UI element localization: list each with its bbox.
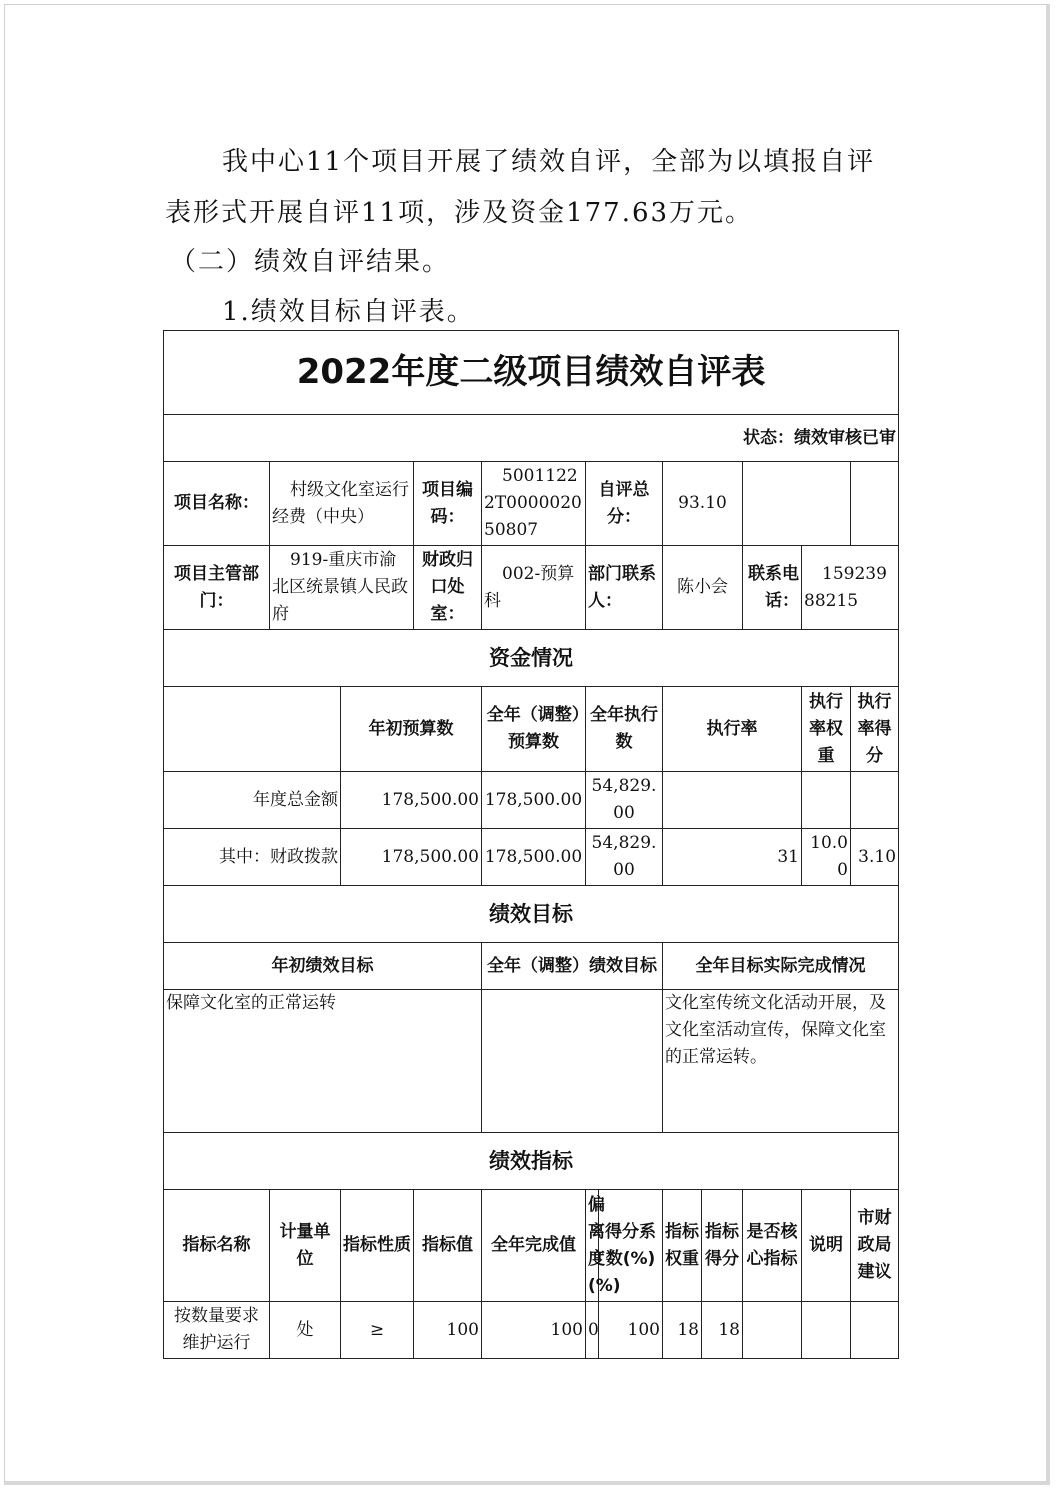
project-name-value: 村级文化室运行经费（中央） xyxy=(270,462,414,546)
project-name-label: 项目名称： xyxy=(164,462,270,546)
ind-header-note: 说明 xyxy=(802,1190,851,1302)
ind-header-suggest: 市财政局建议 xyxy=(851,1190,899,1302)
goals-header-adjusted: 全年（调整）绩效目标 xyxy=(482,943,663,990)
ind-header-deviation: 偏离度(%) xyxy=(586,1190,599,1302)
score-label: 自评总分： xyxy=(586,462,663,546)
ind-row-core xyxy=(743,1302,802,1359)
dept-value: 919-重庆市渝北区统景镇人民政府 xyxy=(270,546,414,630)
ind-header-value: 指标值 xyxy=(414,1190,482,1302)
table-title: 2022年度二级项目绩效自评表 xyxy=(164,331,899,415)
contact-label: 部门联系人： xyxy=(586,546,663,630)
ind-header-coef: 得分系数(%) xyxy=(599,1190,663,1302)
funds-row-budget: 178,500.00 xyxy=(341,772,482,829)
project-code-label: 项目编码： xyxy=(414,462,482,546)
goals-initial-value: 保障文化室的正常运转 xyxy=(164,990,482,1133)
goals-header-initial: 年初绩效目标 xyxy=(164,943,482,990)
funds-section-title: 资金情况 xyxy=(164,630,899,687)
ind-row-value: 100 xyxy=(414,1302,482,1359)
ind-header-unit: 计量单位 xyxy=(270,1190,341,1302)
finance-value: 002-预算科 xyxy=(482,546,586,630)
ind-row-unit: 处 xyxy=(270,1302,341,1359)
empty-cell xyxy=(743,462,851,546)
funds-row-adjusted: 178,500.00 xyxy=(482,772,586,829)
ind-row-weight: 18 xyxy=(663,1302,702,1359)
empty-cell xyxy=(851,462,899,546)
funds-header-executed: 全年执行数 xyxy=(586,687,663,772)
ind-header-name: 指标名称 xyxy=(164,1190,270,1302)
dept-label: 项目主管部门： xyxy=(164,546,270,630)
goals-header-actual: 全年目标实际完成情况 xyxy=(663,943,899,990)
funds-row-adjusted: 178,500.00 xyxy=(482,829,586,886)
empty-cell xyxy=(164,687,341,772)
ind-row-name: 按数量要求维护运行 xyxy=(164,1302,270,1359)
ind-row-suggest xyxy=(851,1302,899,1359)
funds-header-weight: 执行率权重 xyxy=(802,687,851,772)
ind-row-note xyxy=(802,1302,851,1359)
phone-label: 联系电话： xyxy=(743,546,802,630)
sub-heading: 1.绩效目标自评表。 xyxy=(222,297,475,327)
funds-row-executed: 54,829.00 xyxy=(586,829,663,886)
phone-value: 15923988215 xyxy=(802,546,899,630)
indicators-section-title: 绩效指标 xyxy=(164,1133,899,1190)
funds-row-score: 3.10 xyxy=(851,829,899,886)
ind-row-completed: 100 xyxy=(482,1302,586,1359)
ind-header-core: 是否核心指标 xyxy=(743,1190,802,1302)
ind-header-nature: 指标性质 xyxy=(341,1190,414,1302)
self-evaluation-table xyxy=(163,330,899,1359)
intro-line-1: 我中心11个项目开展了绩效自评，全部为以填报自评 xyxy=(222,147,876,177)
ind-row-nature: ≥ xyxy=(341,1302,414,1359)
funds-row-label: 年度总金额 xyxy=(164,772,341,829)
ind-header-completed: 全年完成值 xyxy=(482,1190,586,1302)
funds-header-score: 执行率得分 xyxy=(851,687,899,772)
ind-row-deviation: 0 xyxy=(586,1302,599,1359)
score-value: 93.10 xyxy=(663,462,743,546)
funds-header-budget: 年初预算数 xyxy=(341,687,482,772)
goals-adjusted-value xyxy=(482,990,663,1133)
funds-row-budget: 178,500.00 xyxy=(341,829,482,886)
project-code-value: 50011222T000002050807 xyxy=(482,462,586,546)
funds-row-label: 其中：财政拨款 xyxy=(164,829,341,886)
finance-label: 财政归口处室： xyxy=(414,546,482,630)
section-heading: （二）绩效自评结果。 xyxy=(170,247,451,277)
ind-header-score: 指标得分 xyxy=(702,1190,743,1302)
funds-row-score xyxy=(851,772,899,829)
funds-header-rate: 执行率 xyxy=(663,687,802,772)
funds-header-adjusted: 全年（调整）预算数 xyxy=(482,687,586,772)
intro-line-2: 表形式开展自评11项，涉及资金177.63万元。 xyxy=(165,198,754,228)
goals-section-title: 绩效目标 xyxy=(164,886,899,943)
ind-row-score: 18 xyxy=(702,1302,743,1359)
goals-actual-value: 文化室传统文化活动开展，及文化室活动宣传，保障文化室的正常运转。 xyxy=(663,990,899,1133)
funds-row-rate xyxy=(663,772,802,829)
ind-header-weight: 指标权重 xyxy=(663,1190,702,1302)
contact-value: 陈小会 xyxy=(663,546,743,630)
status-label: 状态：绩效审核已审 xyxy=(164,415,899,462)
funds-row-executed: 54,829.00 xyxy=(586,772,663,829)
funds-row-weight: 10.00 xyxy=(802,829,851,886)
funds-row-rate: 31 xyxy=(663,829,802,886)
funds-row-weight xyxy=(802,772,851,829)
ind-row-coef: 100 xyxy=(599,1302,663,1359)
